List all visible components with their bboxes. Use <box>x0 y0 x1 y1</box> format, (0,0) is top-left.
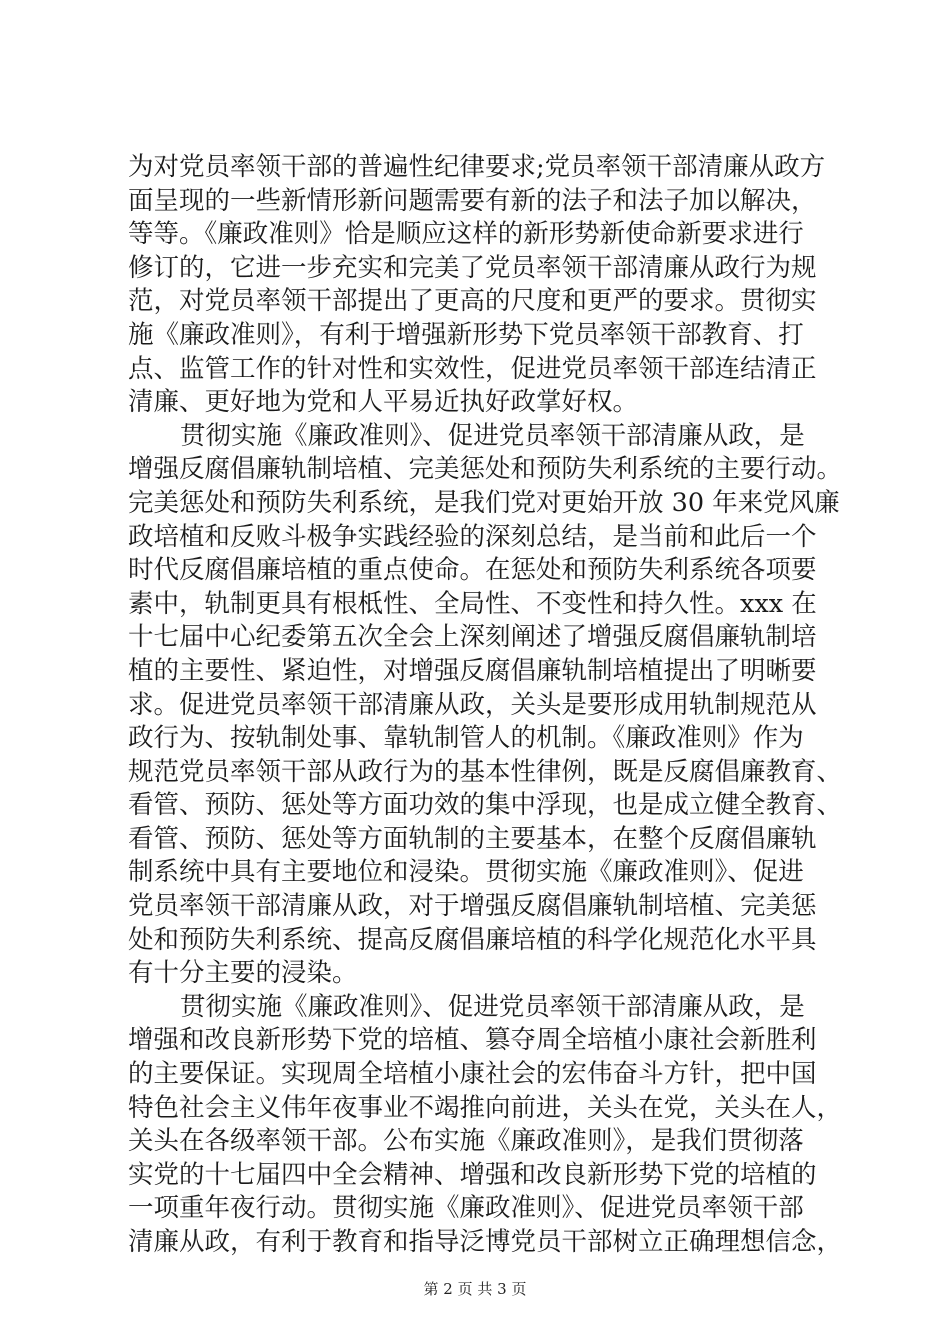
text-line: 看管、预防、惩处等方面功效的集中浮现，也是成立健全教育、 <box>128 790 843 821</box>
text-line: 关头在各级率领干部。公布实施《廉政准则》，是我们贯彻落 <box>128 1126 804 1157</box>
text-line: 清廉从政，有利于教育和指导泛博党员干部树立正确理想信念， <box>128 1227 843 1257</box>
text-line: 党员率领干部清廉从政，对于增强反腐倡廉轨制培植、完美惩 <box>128 891 817 922</box>
document-body <box>128 151 848 1260</box>
text-line: 修订的，它进一步充实和完美了党员率领干部清廉从政行为规 <box>128 252 817 283</box>
text-line: 求。促进党员率领干部清廉从政，关头是要形成用轨制规范从 <box>128 689 817 720</box>
text-line: 一项重年夜行动。贯彻实施《廉政准则》、促进党员率领干部 <box>128 1193 804 1224</box>
text-line: 完美惩处和预防失利系统，是我们党对更始开放 30 年来党风廉 <box>128 487 840 518</box>
text-line: 时代反腐倡廉培植的重点使命。在惩处和预防失利系统各项要 <box>128 555 817 586</box>
text-line: 制系统中具有主要地位和浸染。贯彻实施《廉政准则》、促进 <box>128 857 804 888</box>
text-line: 政行为、按轨制处事、靠轨制管人的机制。《廉政准则》作为 <box>128 723 804 754</box>
text-line: 素中，轨制更具有根柢性、全局性、不变性和持久性。xxx 在 <box>128 588 817 619</box>
text-line: 看管、预防、惩处等方面轨制的主要基本，在整个反腐倡廉轨 <box>128 823 817 854</box>
text-line: 实党的十七届四中全会精神、增强和改良新形势下党的培植的 <box>128 1159 817 1190</box>
text-line: 十七届中心纪委第五次全会上深刻阐述了增强反腐倡廉轨制培 <box>128 622 817 653</box>
text-line: 政培植和反败斗极争实践经验的深刻总结，是当前和此后一个 <box>128 521 817 552</box>
text-line: 等等。《廉政准则》恰是顺应这样的新形势新使命新要求进行 <box>128 219 804 250</box>
text-line: 贯彻实施《廉政准则》、促进党员率领干部清廉从政，是 <box>180 420 805 451</box>
text-line: 贯彻实施《廉政准则》、促进党员率领干部清廉从政，是 <box>180 991 805 1022</box>
text-line: 增强和改良新形势下党的培植、篡夺周全培植小康社会新胜利 <box>128 1025 817 1056</box>
text-line: 范，对党员率领干部提出了更高的尺度和更严的要求。贯彻实 <box>128 286 817 317</box>
paragraph <box>128 420 848 991</box>
text-line: 清廉、更好地为党和人平易近执好政掌好权。 <box>128 387 639 418</box>
text-line: 点、监管工作的针对性和实效性，促进党员率领干部连结清正 <box>128 353 817 384</box>
text-line: 为对党员率领干部的普遍性纪律要求;党员率领干部清廉从政方 <box>128 152 826 182</box>
text-line: 增强反腐倡廉轨制培植、完美惩处和预防失利系统的主要行动。 <box>128 454 843 485</box>
text-line: 施《廉政准则》，有利于增强新形势下党员率领干部教育、打 <box>128 319 804 350</box>
paragraph <box>128 991 848 1260</box>
text-line: 规范党员率领干部从政行为的基本性律例，既是反腐倡廉教育、 <box>128 756 843 787</box>
text-line: 面呈现的一些新情形新问题需要有新的法子和法子加以解决， <box>128 185 817 216</box>
text-line: 处和预防失利系统、提高反腐倡廉培植的科学化规范化水平具 <box>128 924 817 955</box>
text-line: 植的主要性、紧迫性，对增强反腐倡廉轨制培植提出了明晰要 <box>128 655 817 686</box>
text-line: 的主要保证。实现周全培植小康社会的宏伟奋斗方针，把中国 <box>128 1059 817 1090</box>
text-line: 特色社会主义伟年夜事业不竭推向前进，关头在党，关头在人， <box>128 1092 843 1123</box>
page-footer: 第 2 页 共 3 页 <box>423 1280 527 1298</box>
text-line: 有十分主要的浸染。 <box>128 958 358 989</box>
paragraph <box>128 151 848 420</box>
